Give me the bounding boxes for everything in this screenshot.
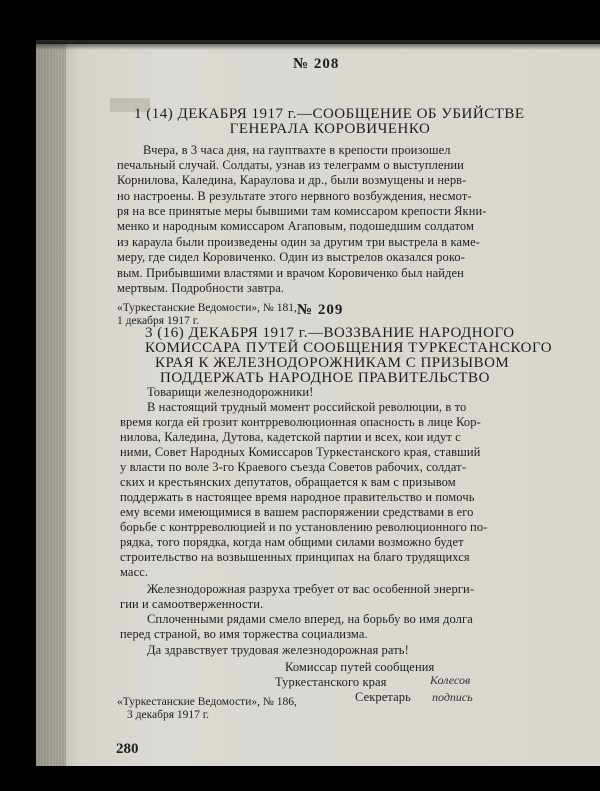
doc209-body-line: борьбе с контрреволюцией и по установлению революционного по- [120,520,488,534]
doc208-body-line: из караула были произведены один за другим три выстрела в каме- [117,235,481,249]
doc208-title-line1: 1 (14) ДЕКАБРЯ 1917 г.—СООБЩЕНИЕ ОБ УБИЙСТВЕ [134,106,525,122]
doc209-body-line: ских и крестьянских депутатов, обращается к вам с призывом [120,475,456,489]
doc208-body-line: ря на все принятые меры бывшими там комиссаром крепости Якни- [117,204,487,218]
doc209-body-line: поддержать в настоящее время народное правительство и помочь [120,490,475,504]
signature-secretary: Секретарь [355,690,411,704]
doc208-body-line: вым. Прибывшими властями и врачом Коровиченко был найден [117,266,464,280]
doc209-title-line3: КРАЯ К ЖЕЛЕЗНОДОРОЖНИКАМ С ПРИЗЫВОМ [155,355,510,371]
doc208-body-line: менко и народным комиссаром Агаповым, подошедшим солдатом [117,219,474,233]
top-shadow [36,40,600,50]
signature-title-line2: Туркестанского края [275,675,387,689]
doc208-body-line: печальный случай. Солдаты, узнав из телеграмм о выступлении [117,158,464,172]
doc209-para3-line2: перед страной, во имя торжества социализма. [120,627,368,641]
doc209-title-line4: ПОДДЕРЖАТЬ НАРОДНОЕ ПРАВИТЕЛЬСТВО [160,370,490,386]
doc208-body-line: Корнилова, Каледина, Караулова и др., были возмущены и нерв- [117,173,467,187]
doc208-source-line2: 1 декабря 1917 г. [117,315,200,327]
doc209-para2-line1: Железнодорожная разруха требует от вас особенной энерги- [147,582,475,596]
doc209-para2-line2: гии и самоотверженности. [120,597,264,611]
doc208-body-line: меру, где сидел Коровиченко. Один из выстрелов оказался роко- [117,250,466,264]
doc209-greeting: Товарищи железнодорожники! [147,385,314,399]
doc209-slogan: Да здравствует трудовая железнодорожная рать! [147,643,409,657]
doc209-source-line2: 3 декабря 1917 г. [127,709,210,721]
doc208-body-line: но настроены. В результате этого нервного возбуждения, несмот- [117,189,472,203]
doc209-body-line: В настоящий трудный момент российской революции, в то [147,400,467,414]
signature-note: подпись [432,690,473,704]
doc209-body-line: масс. [120,565,149,579]
doc208-body-line: Вчера, в 3 часа дня, на гауптвахте в крепости произошел [143,143,451,157]
doc209-body-line: время когда ей грозит контрреволюционная опасность в лице Кор- [120,415,481,429]
doc209-body-line: ними, Совет Народных Комиссаров Туркестанского края, ставший [120,445,481,459]
signature-name: Колесов [430,673,471,687]
doc209-body-line: рядка, того порядка, когда нам общими силами возможно будет [120,535,464,549]
doc209-para3-line1: Сплоченными рядами смело вперед, на борьбу во имя долга [147,612,473,626]
page-number: 280 [116,741,139,757]
doc209-title-line1: 3 (16) ДЕКАБРЯ 1917 г.—ВОЗЗВАНИЕ НАРОДНОГО [145,325,515,341]
doc209-body-line: нилова, Каледина, Дутова, кадетской партии и всех, кои идут с [120,430,461,444]
doc209-number: № 209 [297,302,344,318]
doc209-source-line1: «Туркестанские Ведомости», № 186, [117,696,297,708]
doc208-source-line1: «Туркестанские Ведомости», № 181, [117,302,297,314]
doc209-body-line: ему всеми имеющимися в вашем распоряжении средствами в его [120,505,474,519]
doc209-body-line: строительство на возвышенных принципах на благо трудящихся [120,550,470,564]
doc208-title-line2: ГЕНЕРАЛА КОРОВИЧЕНКО [229,121,431,137]
signature-title-line1: Комиссар путей сообщения [285,660,435,674]
doc209-body-line: у власти по воле 3-го Краевого съезда Советов рабочих, солдат- [120,460,466,474]
doc208-number: № 208 [293,56,340,72]
page-edges [36,44,66,766]
doc208-body-line: мертвым. Подробности завтра. [117,281,285,295]
doc209-title-line2: КОМИССАРА ПУТЕЙ СООБЩЕНИЯ ТУРКЕСТАНСКОГО [145,340,553,356]
